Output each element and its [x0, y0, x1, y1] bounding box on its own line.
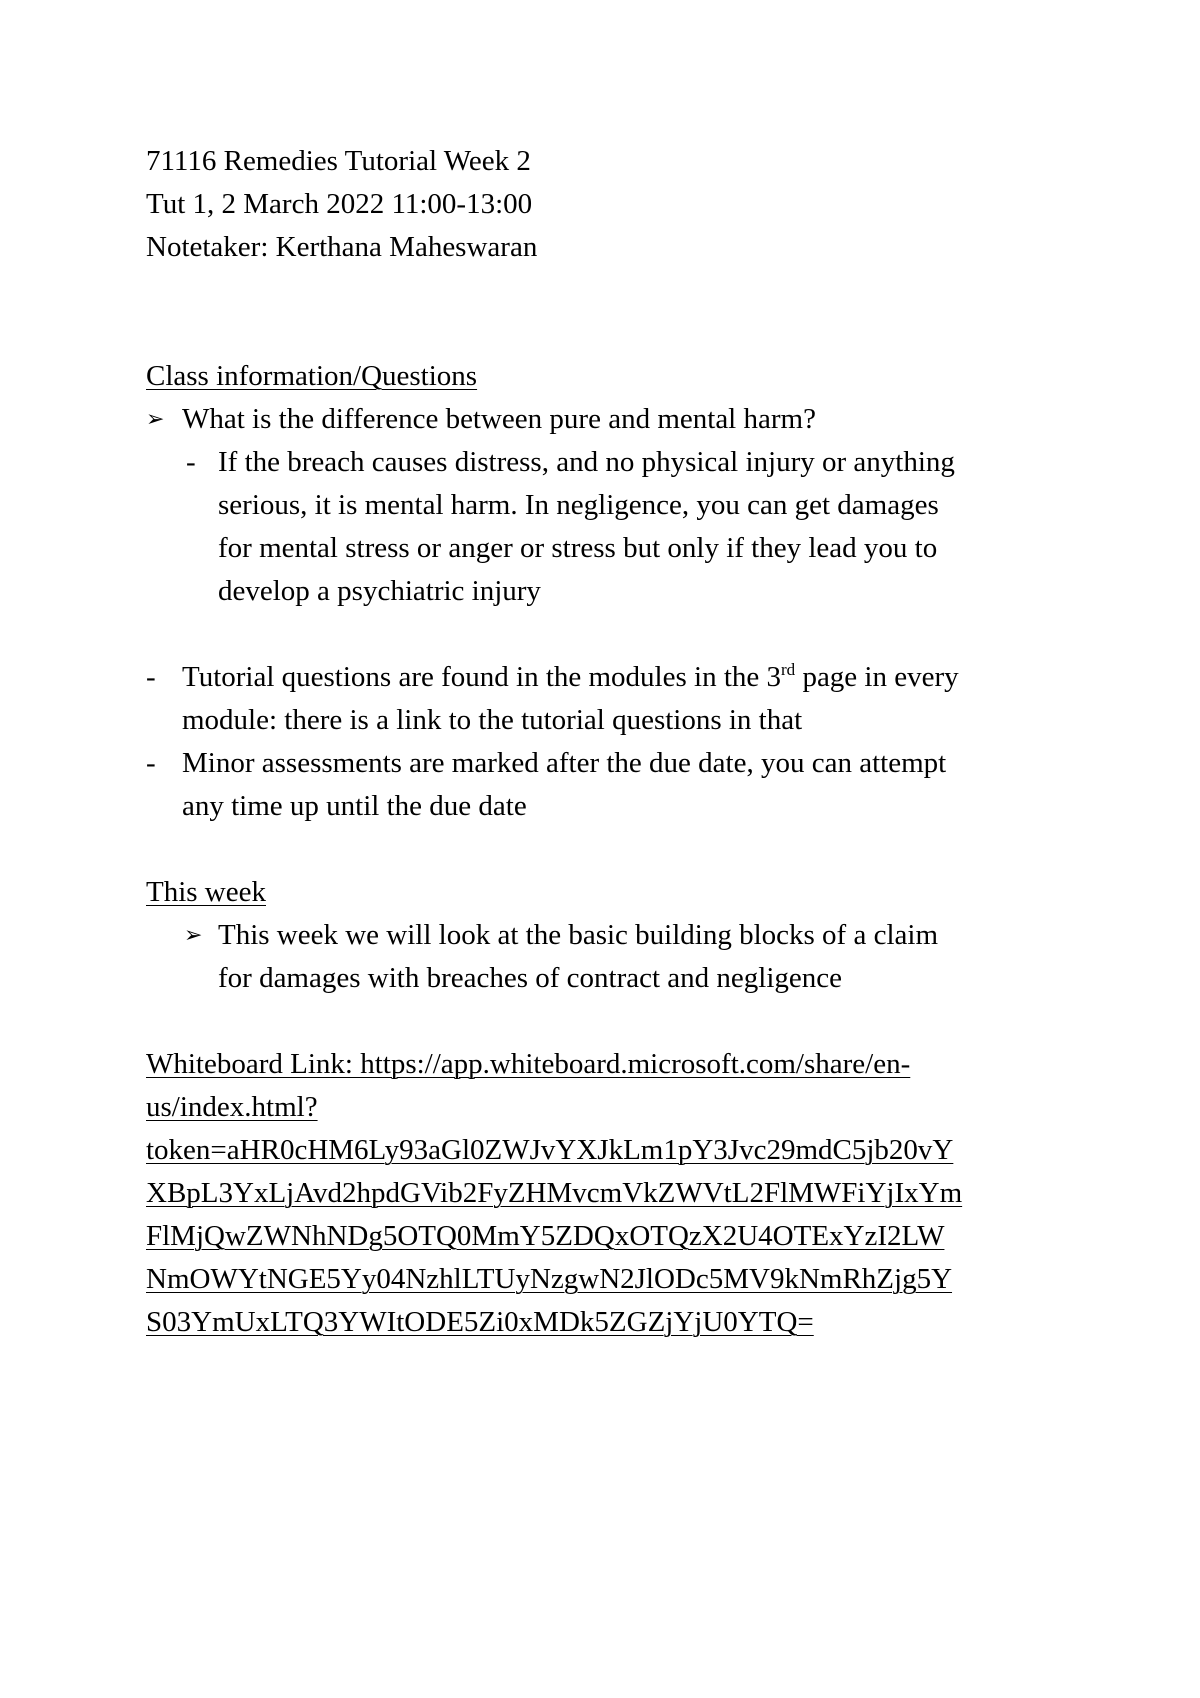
tutorial-questions-note	[146, 656, 1086, 742]
whiteboard-link[interactable]	[146, 1043, 1086, 1344]
whiteboard-link-line[interactable]: S03YmUxLTQ3YWItODE5Zi0xMDk5ZGZjYjU0YTQ=	[146, 1306, 814, 1338]
question-text: What is the difference between pure and mental harm?	[182, 403, 816, 435]
document-page	[146, 140, 1086, 1344]
whiteboard-link-line[interactable]: token=aHR0cHM6Ly93aGl0ZWJvYXJkLm1pY3Jvc29mdC5jb20vY	[146, 1134, 954, 1166]
ordinal-suffix: rd	[781, 660, 796, 679]
tutorial-note-post: page in every	[795, 661, 959, 693]
answer-line: If the breach causes distress, and no physical injury or anything	[218, 446, 955, 478]
question-bullet	[146, 398, 1086, 441]
answer-text	[146, 441, 1086, 613]
spacer	[146, 613, 1086, 656]
this-week-line: for damages with breaches of contract and negligence	[218, 962, 843, 994]
this-week-heading: This week	[146, 876, 266, 908]
assessment-note-line: Minor assessments are marked after the due date, you can attempt	[182, 747, 947, 779]
assessment-note-line: any time up until the due date	[182, 790, 527, 822]
session-info: Tut 1, 2 March 2022 11:00-13:00	[146, 188, 533, 220]
answer-bullet	[146, 441, 1086, 613]
this-week-text	[146, 914, 1086, 1000]
spacer	[146, 269, 1086, 355]
notetaker-line: Notetaker: Kerthana Maheswaran	[146, 231, 538, 263]
whiteboard-link-line[interactable]: FlMjQwZWNhNDg5OTQ0MmY5ZDQxOTQzX2U4OTExYzI2LW	[146, 1220, 945, 1252]
whiteboard-link-line[interactable]: XBpL3YxLjAvd2hpdGVib2FyZHMvcmVkZWVtL2FlMWFiYjIxYm	[146, 1177, 963, 1209]
dash-bullet-icon: -	[146, 747, 156, 779]
arrow-bullet-icon: ➢	[146, 407, 165, 432]
minor-assessments-text	[146, 742, 1086, 828]
whiteboard-link-line[interactable]: us/index.html?	[146, 1091, 318, 1123]
tutorial-note-pre: Tutorial questions are found in the modules in the 3	[182, 661, 782, 693]
document-title: 71116 Remedies Tutorial Week 2	[146, 145, 531, 177]
minor-assessments-note	[146, 742, 1086, 828]
answer-line: for mental stress or anger or stress but only if they lead you to	[218, 532, 938, 564]
tutorial-note-line	[182, 656, 1086, 699]
dash-bullet-icon: -	[146, 661, 156, 693]
spacer	[146, 1000, 1086, 1043]
class-info-heading: Class information/Questions	[146, 360, 478, 392]
answer-line: develop a psychiatric injury	[218, 575, 541, 607]
dash-bullet-icon: -	[186, 446, 196, 478]
tutorial-note-text	[146, 656, 1086, 742]
arrow-bullet-icon: ➢	[184, 923, 203, 948]
whiteboard-link-line[interactable]: NmOWYtNGE5Yy04NzhlLTUyNzgwN2JlODc5MV9kNmRhZjg5Y	[146, 1263, 953, 1295]
this-week-bullet	[146, 914, 1086, 1000]
whiteboard-link-line[interactable]: Whiteboard Link: https://app.whiteboard.microsoft.com/share/en-	[146, 1048, 911, 1080]
tutorial-note-line: module: there is a link to the tutorial questions in that	[182, 704, 803, 736]
this-week-line: This week we will look at the basic building blocks of a claim	[218, 919, 939, 951]
spacer	[146, 828, 1086, 871]
answer-line: serious, it is mental harm. In negligence, you can get damages	[218, 489, 939, 521]
